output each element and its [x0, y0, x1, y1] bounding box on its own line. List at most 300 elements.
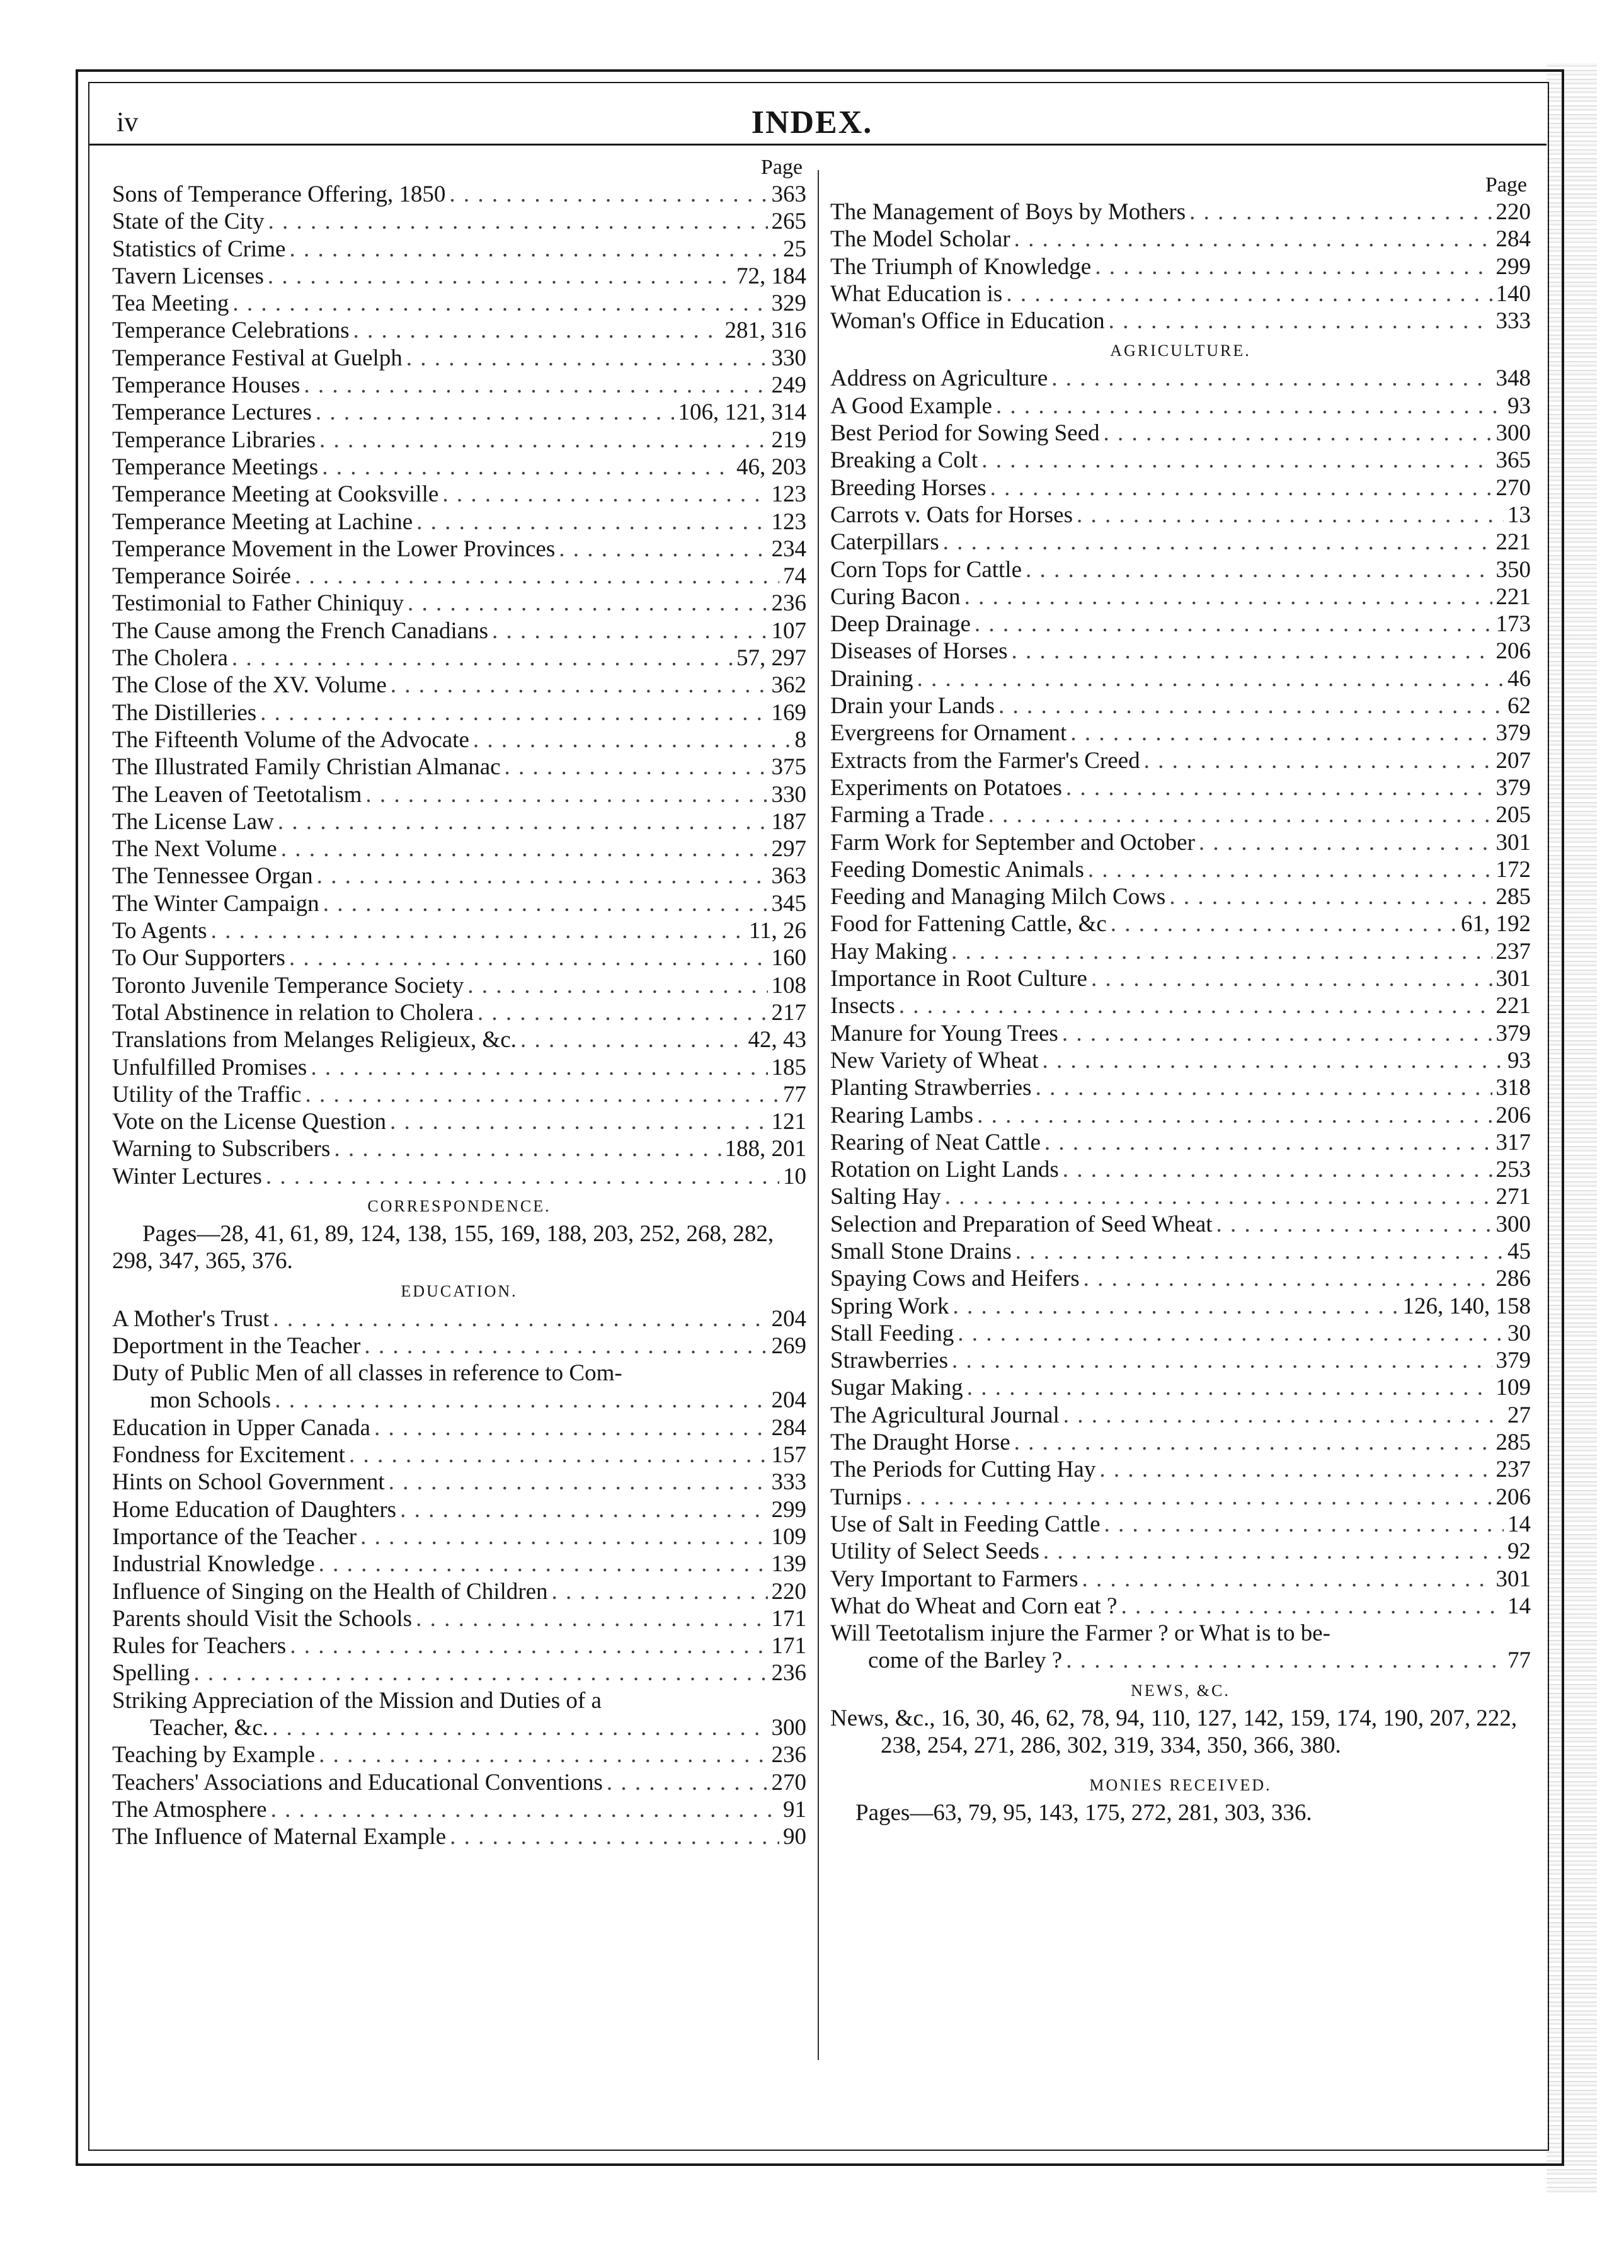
entry-page: 362 — [771, 672, 806, 699]
entry-title: The Draught Horse — [830, 1429, 1010, 1456]
entry-title: Tea Meeting — [112, 290, 229, 317]
entry-page: 221 — [1495, 993, 1531, 1019]
entry-page: 185 — [771, 1054, 806, 1080]
entry-page: 107 — [771, 617, 806, 644]
entry-page: 204 — [771, 1387, 806, 1414]
index-entry — [830, 1429, 1531, 1456]
entry-page: 8 — [794, 726, 806, 753]
leader-dots — [268, 263, 733, 290]
leader-dots — [505, 753, 768, 781]
index-entry — [112, 1796, 806, 1823]
entry-page: 123 — [771, 508, 806, 535]
entry-page: 270 — [771, 1769, 806, 1796]
left-index-list — [112, 181, 806, 1190]
entry-title: Selection and Preparation of Seed Wheat — [830, 1211, 1213, 1237]
leader-dots — [364, 1332, 767, 1360]
entry-title: Striking Appreciation of the Mission and Duties of a — [112, 1687, 602, 1714]
entry-title: Very Important to Farmers — [830, 1566, 1078, 1592]
entry-title: Farm Work for September and October — [830, 829, 1195, 856]
agriculture-list — [830, 365, 1531, 1620]
entry-page: 329 — [771, 290, 806, 317]
index-entry — [112, 427, 806, 454]
index-entry — [112, 1823, 806, 1850]
leader-dots — [492, 617, 768, 644]
index-entry — [830, 965, 1531, 992]
index-entry — [830, 910, 1531, 937]
leader-dots — [268, 208, 768, 235]
entry-title: Teaching by Example — [112, 1742, 316, 1768]
index-entry — [112, 563, 806, 590]
leader-dots — [1082, 1566, 1492, 1593]
leader-dots — [406, 345, 768, 372]
leader-dots — [289, 236, 779, 263]
entry-title: Hints on School Government — [112, 1469, 385, 1496]
index-entry — [112, 753, 806, 781]
entry-page: 109 — [771, 1523, 806, 1550]
entry-page: 92 — [1507, 1538, 1531, 1565]
entry-title: Warning to Subscribers — [112, 1136, 331, 1162]
leader-dots — [1043, 1538, 1504, 1565]
entry-title-continued: Teacher, &c. — [150, 1715, 268, 1741]
entry-title: Deportment in the Teacher — [112, 1332, 361, 1359]
index-entry — [830, 280, 1531, 307]
entry-page: 72, 184 — [736, 263, 806, 289]
leader-dots — [1036, 1074, 1492, 1101]
entry-page: 204 — [771, 1305, 806, 1332]
entry-page: 379 — [1495, 774, 1531, 801]
leader-dots — [1216, 1211, 1492, 1238]
index-entry — [112, 1026, 806, 1053]
entry-title: Duty of Public Men of all classes in reference to Com- — [112, 1360, 622, 1387]
index-entry — [830, 747, 1531, 774]
index-entry — [112, 181, 806, 208]
entry-page: 220 — [771, 1578, 806, 1605]
entry-title: Diseases of Horses — [830, 638, 1008, 665]
leader-dots — [975, 610, 1492, 638]
index-entry — [830, 1238, 1531, 1265]
leader-dots — [1169, 883, 1492, 910]
entry-page: 206 — [1495, 1484, 1531, 1510]
entry-title: The Leaven of Teetotalism — [112, 781, 362, 808]
leader-dots — [899, 992, 1492, 1019]
entry-page: 46 — [1507, 665, 1531, 692]
entry-page: 219 — [771, 427, 806, 453]
correspondence-pages: Pages—28, 41, 61, 89, 124, 138, 155, 169, 188, 203, 252, 268, 282, 298, 347, 365, 376. — [112, 1220, 774, 1274]
entry-title: Temperance Meetings — [112, 454, 319, 480]
leader-dots — [1063, 1156, 1492, 1183]
entry-page: 140 — [1495, 280, 1531, 307]
entry-title: Industrial Knowledge — [112, 1551, 315, 1578]
entry-page: 271 — [1495, 1184, 1531, 1210]
leader-dots — [1144, 747, 1492, 774]
entry-title: Winter Lectures — [112, 1163, 262, 1189]
entry-page: 61, 192 — [1461, 911, 1531, 937]
entry-page: 205 — [1495, 802, 1531, 828]
index-entry — [830, 1156, 1531, 1183]
index-entry — [112, 1332, 806, 1360]
index-entry — [830, 583, 1531, 610]
leader-dots — [391, 672, 768, 699]
entry-page: 25 — [783, 236, 806, 262]
leader-dots — [1026, 556, 1492, 583]
entry-title-continued: come of the Barley ? — [868, 1647, 1063, 1674]
entry-page: 206 — [1495, 1102, 1531, 1128]
entry-page: 300 — [771, 1715, 806, 1741]
education-list — [112, 1741, 806, 1850]
entry-title: Feeding and Managing Milch Cows — [830, 884, 1166, 910]
entry-title: Insects — [830, 993, 895, 1019]
entry-page: 301 — [1495, 966, 1531, 992]
entry-title: Feeding Domestic Animals — [830, 856, 1084, 883]
entry-title: Rearing Lambs — [830, 1102, 974, 1128]
entry-title: Rotation on Light Lands — [830, 1157, 1059, 1183]
entry-page: 106, 121, 314 — [678, 399, 806, 426]
index-entry — [112, 1163, 806, 1190]
index-entry — [830, 1265, 1531, 1292]
index-entry — [830, 1538, 1531, 1565]
index-entry — [830, 501, 1531, 529]
leader-dots — [290, 1632, 767, 1659]
entry-title: Fondness for Excitement — [112, 1442, 345, 1469]
leader-dots — [520, 1026, 745, 1053]
entry-page: 160 — [771, 945, 806, 971]
index-entry — [112, 972, 806, 999]
index-entry — [112, 890, 806, 917]
entry-page: 286 — [1495, 1266, 1531, 1292]
leader-dots — [1077, 501, 1504, 529]
index-entry — [830, 774, 1531, 801]
entry-title: Importance of the Teacher — [112, 1523, 357, 1550]
leader-dots — [260, 699, 767, 726]
leader-dots — [1006, 280, 1492, 307]
entry-title: Importance in Root Culture — [830, 966, 1087, 992]
leader-dots — [442, 481, 767, 508]
index-entry — [830, 1593, 1531, 1620]
entry-page: 123 — [771, 481, 806, 508]
entry-page: 300 — [1495, 420, 1531, 447]
leader-dots — [1015, 1238, 1504, 1265]
leader-dots — [349, 1441, 768, 1469]
index-entry — [112, 454, 806, 481]
entry-title: Temperance Lectures — [112, 399, 312, 426]
index-entry — [830, 1129, 1531, 1156]
entry-page: 317 — [1495, 1129, 1531, 1155]
entry-page: 207 — [1495, 747, 1531, 774]
entry-title: Teachers' Associations and Educational Conventions — [112, 1769, 603, 1796]
entry-title: Carrots v. Oats for Horses — [830, 501, 1073, 528]
entry-page: 363 — [771, 863, 806, 890]
section-heading-correspondence: CORRESPONDENCE. — [367, 1196, 551, 1215]
entry-title: Rules for Teachers — [112, 1633, 287, 1659]
entry-page: 221 — [1495, 583, 1531, 610]
entry-title: Tavern Licenses — [112, 263, 264, 289]
entry-page: 333 — [771, 1469, 806, 1496]
leader-dots — [316, 399, 675, 426]
entry-page: 236 — [771, 590, 806, 617]
index-entry — [112, 372, 806, 399]
index-entry — [112, 672, 806, 699]
right-column — [830, 154, 1531, 1827]
index-entry — [112, 1135, 806, 1162]
entry-title: The Atmosphere — [112, 1796, 267, 1823]
index-entry — [830, 801, 1531, 828]
entry-title: To Our Supporters — [112, 945, 285, 971]
leader-dots — [272, 1714, 768, 1741]
index-entry — [830, 420, 1531, 447]
entry-title: Woman's Office in Education — [830, 308, 1105, 335]
entry-page: 126, 140, 158 — [1402, 1293, 1531, 1319]
leader-dots — [289, 944, 768, 971]
entry-title: Toronto Juvenile Temperance Society — [112, 972, 464, 999]
index-entry — [112, 1108, 806, 1135]
entry-page: 249 — [771, 372, 806, 399]
news-pages: News, &c., 16, 30, 46, 62, 78, 94, 110, 127, 142, 159, 174, 190, 207, 222, 238, 254, 271, 286, 302, 319, 334, 350, 366, 380. — [830, 1705, 1518, 1759]
index-entry — [112, 1605, 806, 1632]
entry-title: The Periods for Cutting Hay — [830, 1457, 1096, 1483]
entry-page: 220 — [1495, 199, 1531, 225]
entry-page: 379 — [1495, 720, 1531, 747]
index-entry — [112, 699, 806, 726]
entry-title: The Influence of Maternal Example — [112, 1824, 447, 1850]
entry-title: Experiments on Potatoes — [830, 774, 1062, 801]
entry-title: Total Abstinence in relation to Cholera — [112, 999, 474, 1026]
index-entry — [830, 638, 1531, 665]
section-heading-monies: MONIES RECEIVED. — [1089, 1776, 1272, 1795]
leader-dots — [400, 1496, 767, 1523]
leader-dots — [952, 1347, 1492, 1374]
leader-dots — [295, 563, 779, 590]
index-entry — [830, 610, 1531, 638]
index-entry — [112, 1741, 806, 1768]
leader-dots — [967, 1374, 1492, 1401]
entry-page: 237 — [1495, 938, 1531, 965]
leader-dots — [319, 1550, 768, 1578]
entry-page: 57, 297 — [736, 645, 806, 672]
entry-page: 318 — [1495, 1075, 1531, 1101]
leader-dots — [1091, 965, 1492, 992]
index-entry — [830, 447, 1531, 474]
page-number: iv — [117, 106, 139, 137]
index-entry — [830, 1102, 1531, 1129]
entry-page: 93 — [1507, 392, 1531, 419]
leader-dots — [1014, 1429, 1492, 1456]
entry-title: Temperance Festival at Guelph — [112, 345, 403, 371]
index-entry — [830, 1047, 1531, 1074]
leader-dots — [1062, 1020, 1492, 1047]
leader-dots — [232, 644, 733, 672]
index-entry — [830, 253, 1531, 280]
leader-dots — [1189, 198, 1492, 226]
entry-page: 42, 43 — [748, 1027, 806, 1053]
leader-dots — [353, 317, 721, 344]
leader-dots — [1104, 420, 1492, 447]
leader-dots — [1121, 1593, 1504, 1620]
leader-dots — [390, 1108, 767, 1135]
entry-page: 62 — [1507, 693, 1531, 719]
entry-page: 285 — [1495, 1429, 1531, 1456]
entry-page: 284 — [1495, 226, 1531, 253]
entry-page: 217 — [771, 999, 806, 1026]
index-entry — [112, 644, 806, 672]
index-entry — [830, 1402, 1531, 1429]
entry-page: 237 — [1495, 1457, 1531, 1483]
entry-title: A Mother's Trust — [112, 1305, 270, 1332]
entry-title: Vote on the License Question — [112, 1109, 387, 1135]
leader-dots — [211, 917, 745, 944]
leader-dots — [304, 372, 767, 399]
entry-title: New Variety of Wheat — [830, 1047, 1039, 1074]
entry-title: Farming a Trade — [830, 802, 985, 828]
entry-page: 46, 203 — [736, 454, 806, 480]
index-entry — [830, 1484, 1531, 1511]
entry-title: Draining — [830, 665, 913, 692]
leader-dots — [450, 1823, 779, 1850]
index-entry — [830, 1347, 1531, 1374]
leader-dots — [232, 290, 767, 317]
entry-title: Parents should Visit the Schools — [112, 1605, 413, 1632]
right-index-list — [830, 198, 1531, 335]
entry-page: 299 — [771, 1496, 806, 1523]
entry-title: Education in Upper Canada — [112, 1414, 370, 1441]
page-title: INDEX. — [751, 105, 873, 140]
leader-dots — [1084, 1265, 1492, 1292]
entry-title: Utility of Select Seeds — [830, 1538, 1039, 1565]
leader-dots — [311, 1054, 767, 1081]
leader-dots — [998, 692, 1504, 719]
entry-title: Temperance Meeting at Cooksville — [112, 481, 439, 508]
leader-dots — [964, 583, 1492, 610]
index-entry — [112, 1305, 806, 1332]
index-entry — [830, 392, 1531, 420]
leader-dots — [1099, 1456, 1492, 1483]
index-entry — [112, 1632, 806, 1659]
entry-title: Temperance Libraries — [112, 427, 316, 453]
entry-title: Strawberries — [830, 1348, 948, 1374]
entry-title: The Cause among the French Canadians — [112, 617, 488, 644]
index-entry — [830, 529, 1531, 556]
leader-dots — [1012, 638, 1492, 665]
entry-title: Drain your Lands — [830, 693, 995, 719]
entry-title: Rearing of Neat Cattle — [830, 1129, 1041, 1155]
leader-dots — [365, 781, 767, 808]
entry-title: A Good Example — [830, 392, 992, 419]
entry-title: Extracts from the Farmer's Creed — [830, 747, 1140, 774]
index-entry — [112, 1496, 806, 1523]
entry-page: 265 — [771, 209, 806, 235]
entry-title: Hay Making — [830, 938, 947, 965]
entry-page: 27 — [1507, 1402, 1531, 1428]
entry-title: Curing Bacon — [830, 583, 961, 610]
index-entry — [830, 1566, 1531, 1593]
entry-title: State of the City — [112, 209, 265, 235]
entry-page: 365 — [1495, 447, 1531, 474]
entry-title: The Cholera — [112, 645, 228, 672]
index-entry — [830, 938, 1531, 965]
leader-dots — [323, 890, 768, 917]
entry-title-continued: mon Schools — [150, 1387, 272, 1414]
leader-dots — [317, 862, 768, 890]
entry-title: Manure for Young Trees — [830, 1020, 1058, 1046]
index-entry — [830, 719, 1531, 747]
leader-dots — [477, 999, 768, 1026]
entry-title: Influence of Singing on the Health of Children — [112, 1578, 548, 1605]
entry-page: 188, 201 — [724, 1136, 806, 1162]
entry-page: 187 — [771, 808, 806, 835]
entry-title: The Close of the XV. Volume — [112, 672, 387, 699]
entry-title: The Management of Boys by Mothers — [830, 199, 1186, 225]
entry-page: 269 — [771, 1332, 806, 1359]
index-entry — [112, 590, 806, 617]
index-entry — [112, 263, 806, 290]
entry-title: Statistics of Crime — [112, 236, 286, 262]
entry-title: Small Stone Drains — [830, 1238, 1012, 1264]
entry-page: 30 — [1507, 1320, 1531, 1346]
entry-title: The Triumph of Knowledge — [830, 253, 1092, 280]
leader-dots — [988, 801, 1492, 828]
entry-title: Stall Feeding — [830, 1320, 954, 1346]
index-entry — [112, 1469, 806, 1496]
entry-page: 206 — [1495, 638, 1531, 665]
leader-dots — [1066, 774, 1492, 801]
index-entry — [112, 862, 806, 890]
entry-page: 109 — [1495, 1375, 1531, 1401]
leader-dots — [1044, 1129, 1492, 1156]
leader-dots — [319, 427, 767, 454]
leader-dots — [305, 1081, 779, 1108]
entry-page: 350 — [1495, 556, 1531, 583]
index-entry — [112, 1523, 806, 1550]
entry-page: 10 — [783, 1163, 806, 1189]
index-entry — [830, 692, 1531, 719]
index-entry — [112, 808, 806, 835]
index-entry — [112, 944, 806, 971]
entry-page: 139 — [771, 1551, 806, 1578]
entry-title: The Winter Campaign — [112, 890, 319, 917]
index-entry — [112, 1578, 806, 1605]
entry-title: Sons of Temperance Offering, 1850 — [112, 181, 446, 207]
entry-page: 379 — [1495, 1020, 1531, 1046]
entry-title: Deep Drainage — [830, 611, 971, 638]
index-entry — [112, 290, 806, 317]
entry-page: 375 — [771, 754, 806, 781]
index-entry — [112, 1360, 806, 1414]
leader-dots — [1109, 307, 1492, 335]
leader-dots — [951, 938, 1492, 965]
entry-title: Corn Tops for Cattle — [830, 556, 1022, 583]
leader-dots — [958, 1320, 1504, 1347]
entry-title: Spaying Cows and Heifers — [830, 1266, 1080, 1292]
entry-title: Breeding Horses — [830, 474, 986, 501]
leader-dots — [467, 972, 767, 999]
entry-title: Temperance Meeting at Lachine — [112, 508, 413, 535]
entry-title: Breaking a Colt — [830, 447, 978, 474]
entry-page: 74 — [783, 563, 806, 590]
index-entry — [830, 1320, 1531, 1347]
leader-dots — [416, 1605, 767, 1632]
entry-title: To Agents — [112, 918, 207, 944]
index-entry — [830, 556, 1531, 583]
index-entry — [830, 883, 1531, 910]
education-list — [112, 1414, 806, 1687]
index-entry — [830, 992, 1531, 1019]
entry-page: 363 — [771, 181, 806, 207]
leader-dots — [917, 665, 1504, 692]
entry-title: Best Period for Sowing Seed — [830, 420, 1100, 447]
leader-dots — [281, 835, 768, 862]
entry-page: 299 — [1495, 253, 1531, 280]
entry-page: 270 — [1495, 474, 1531, 501]
index-entry — [112, 726, 806, 753]
